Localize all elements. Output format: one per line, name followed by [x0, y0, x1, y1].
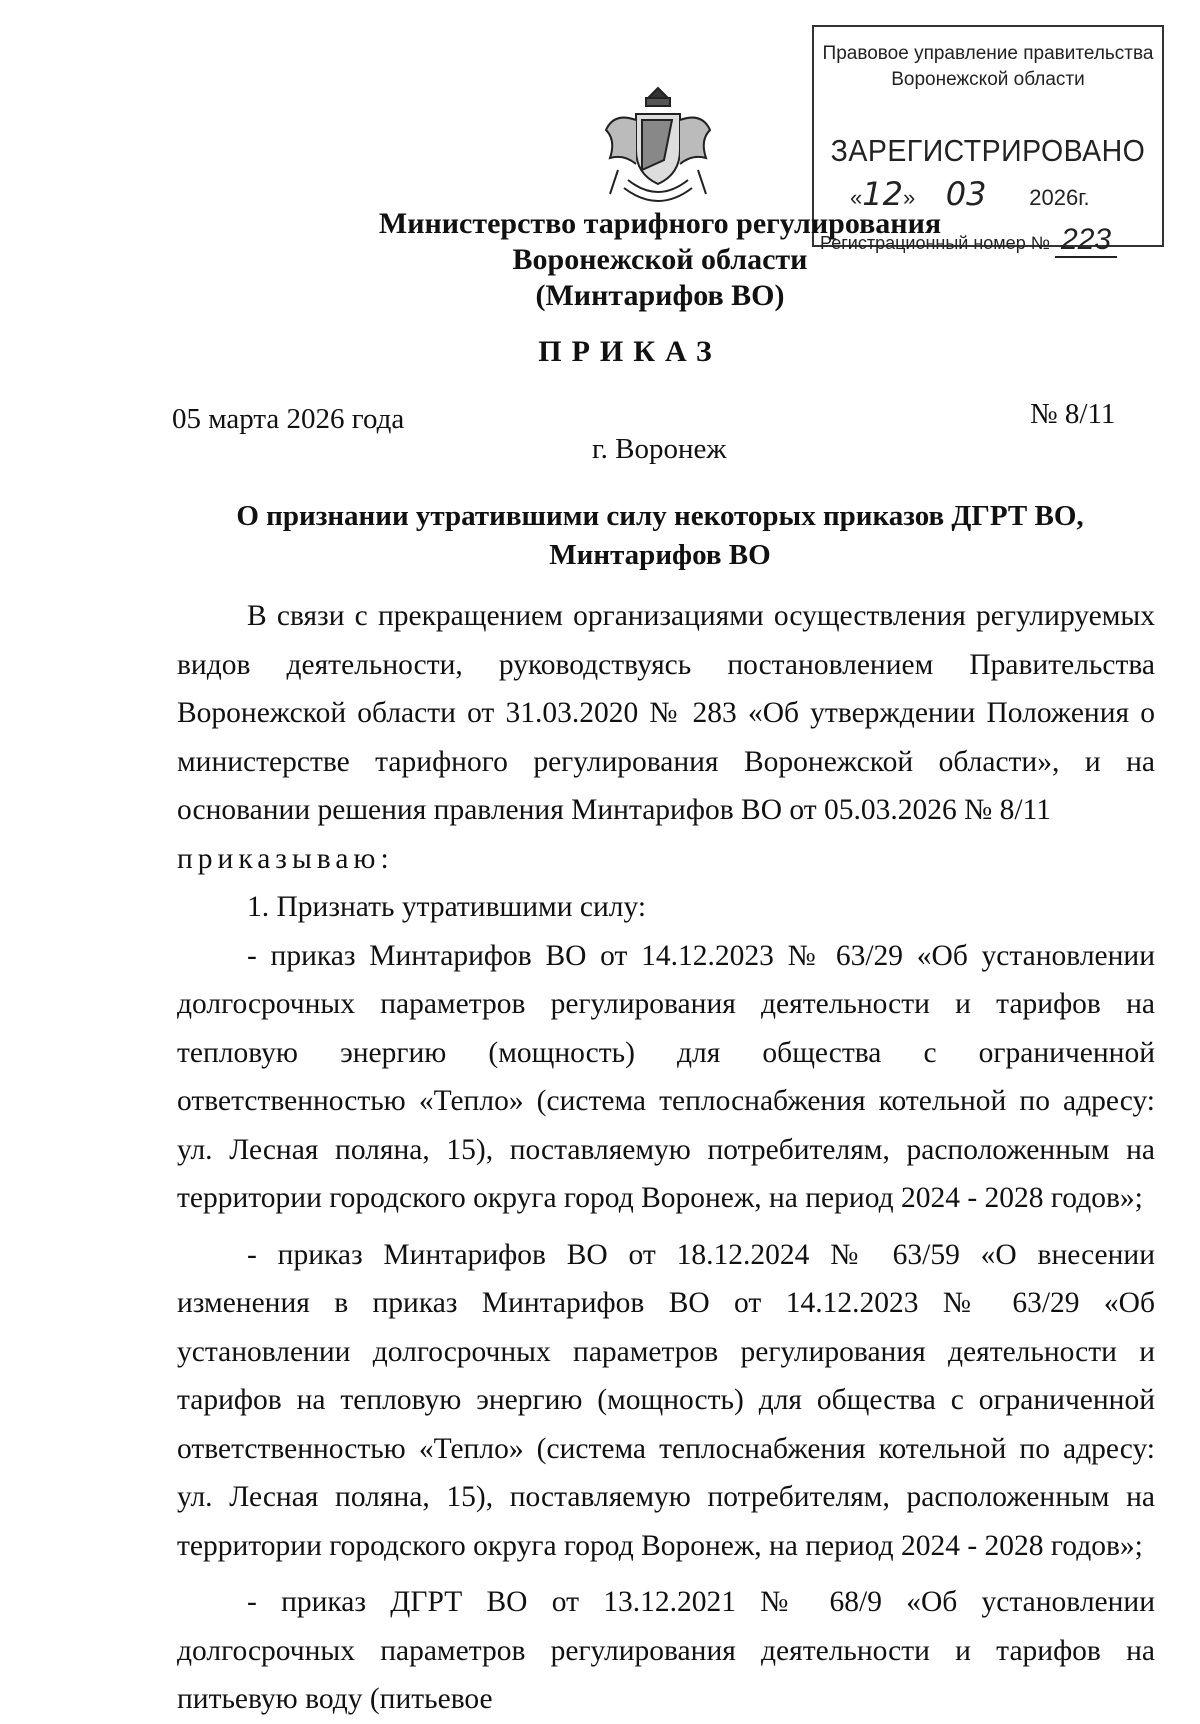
revoked-item-3: - приказ ДГРТ ВО от 13.12.2021 № 68/9 «Об установлении долгосрочных параметров регулирования деятельности и тарифов на питьевую воду (питьевое	[177, 1586, 1155, 1715]
order-body	[177, 592, 1155, 1724]
order-number: № 8/11	[1030, 398, 1116, 430]
document-type-title: ПРИКАЗ	[538, 335, 722, 368]
preamble-paragraph: В связи с прекращением организациями осуществления регулируемых видов деятельности, руководствуясь постановлением Правительства Воронежской области от 31.03.2020 № 283 «Об утверждении Положения о министерстве тарифного регулирования Воронежской области», и на основании решения правления Минтарифов ВО от 05.03.2026 № 8/11	[177, 600, 1155, 826]
order-subject: О признании утратившими силу некоторых приказов ДГРТ ВО, Минтарифов ВО	[236, 500, 1084, 571]
stamp-date-month: 03	[945, 175, 987, 213]
stamp-date-day: 12	[862, 175, 903, 213]
revoked-item-1: - приказ Минтарифов ВО от 14.12.2023 № 63/29 «Об установлении долгосрочных параметров регулирования деятельности и тарифов на тепловую энергию (мощность) для общества с ограниченной ответственностью «Тепло» (система теплоснабжения котельной по адресу: ул. Лесная поляна, 15), поставляемую потребителям, расположенным на территории городского округа город Воронеж, на период 2024 - 2028 годов»;	[177, 939, 1155, 1214]
ministry-header: Министерство тарифного регулирования Воронежской области (Минтарифов ВО)	[378, 207, 942, 312]
revoked-item-2: - приказ Минтарифов ВО от 18.12.2024 № 63/59 «О внесении изменения в приказ Минтарифов ВО от 14.12.2023 № 63/29 «Об установлении долгосрочных параметров регулирования деятельности и тарифов на тепловую энергию (мощность) для общества с ограниченной ответственностью «Тепло» (система теплоснабжения котельной по адресу: ул. Лесная поляна, 15), поставляемую потребителям, расположенным на территории городского округа город Воронеж, на период 2024 - 2028 годов»;	[177, 1238, 1155, 1562]
point-1: 1. Признать утратившими силу:	[247, 891, 647, 923]
stamp-registered-label: ЗАРЕГИСТРИРОВАНО	[830, 133, 1146, 168]
order-city: г. Воронеж	[592, 433, 727, 465]
stamp-organization: Правовое управление правительства Воронежской области	[822, 43, 1154, 90]
coat-of-arms-emblem	[598, 80, 718, 210]
stamp-number-value: 223	[1055, 223, 1117, 258]
stamp-date: «12» 03 2026г.	[850, 175, 1090, 213]
order-date: 05 марта 2026 года	[172, 403, 405, 435]
stamp-date-year: 2026г.	[1029, 185, 1090, 210]
stamp-number-label: Регистрационный номер №	[820, 233, 1051, 253]
order-word: приказываю:	[177, 842, 394, 875]
